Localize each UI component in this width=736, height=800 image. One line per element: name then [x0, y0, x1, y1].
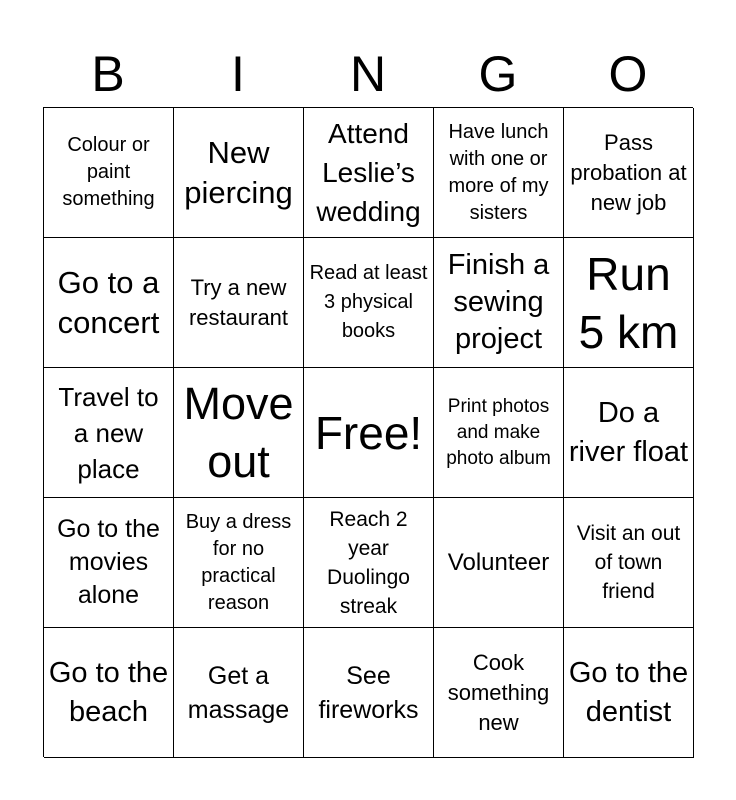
header-letter-g: G: [478, 46, 518, 102]
cell-label: Go to a concert: [57, 264, 160, 340]
bingo-cell[interactable]: [564, 108, 694, 238]
cell-label: Do a river float: [568, 396, 689, 468]
bingo-cell[interactable]: [304, 238, 434, 368]
cell-label: Pass probation at new job: [570, 129, 687, 215]
bingo-cell[interactable]: [434, 108, 564, 238]
bingo-cell[interactable]: [44, 108, 174, 238]
bingo-cell[interactable]: [564, 498, 694, 628]
bingo-board: [43, 107, 693, 757]
cell-label: Attend Leslie’s wedding: [316, 118, 421, 227]
header-letter-n: N: [349, 46, 387, 102]
cell-label: Travel to a new place: [58, 381, 159, 484]
cell-label: Reach 2 year Duolingo streak: [327, 507, 410, 618]
bingo-cell[interactable]: [434, 238, 564, 368]
cell-label: Print photos and make photo album: [446, 395, 551, 469]
bingo-cell[interactable]: [304, 108, 434, 238]
cell-label: Get a massage: [187, 661, 290, 724]
bingo-cell[interactable]: [174, 628, 304, 758]
bingo-cell[interactable]: [304, 368, 434, 498]
bingo-cell[interactable]: [564, 238, 694, 368]
bingo-header: [43, 40, 693, 108]
cell-label: Go to the movies alone: [57, 515, 160, 609]
bingo-cell[interactable]: [434, 498, 564, 628]
cell-label: Run 5 km: [578, 247, 679, 358]
bingo-cell[interactable]: [434, 368, 564, 498]
bingo-cell[interactable]: [174, 238, 304, 368]
bingo-cell[interactable]: [174, 108, 304, 238]
cell-label: Cook something new: [447, 649, 550, 735]
cell-label: Colour or paint something: [62, 134, 155, 210]
bingo-cell[interactable]: [44, 238, 174, 368]
bingo-cell[interactable]: [44, 628, 174, 758]
cell-label: Finish a sewing project: [447, 249, 550, 355]
header-letter-o: O: [608, 46, 648, 102]
bingo-cell[interactable]: [304, 498, 434, 628]
cell-label: Free!: [314, 406, 423, 459]
bingo-cell[interactable]: [564, 368, 694, 498]
bingo-cell[interactable]: [174, 498, 304, 628]
bingo-cell[interactable]: [564, 628, 694, 758]
header-letter-b: B: [91, 46, 125, 102]
cell-label: Go to the dentist: [568, 656, 689, 728]
bingo-cell[interactable]: [44, 498, 174, 628]
cell-label: See fireworks: [318, 661, 419, 724]
bingo-cell[interactable]: [434, 628, 564, 758]
cell-label: Buy a dress for no practical reason: [185, 510, 292, 614]
header-letter-i: I: [231, 46, 245, 102]
bingo-cell[interactable]: [44, 368, 174, 498]
cell-label: New piercing: [184, 134, 293, 210]
cell-label: Try a new restaurant: [188, 274, 289, 330]
cell-label: Have lunch with one or more of my sisters: [448, 120, 549, 224]
bingo-cell[interactable]: [174, 368, 304, 498]
cell-label: Move out: [183, 377, 294, 487]
cell-label: Go to the beach: [48, 656, 169, 728]
cell-label: Visit an out of town friend: [576, 522, 681, 603]
bingo-cell[interactable]: [304, 628, 434, 758]
cell-label: Read at least 3 physical books: [309, 262, 428, 342]
cell-label: Volunteer: [447, 548, 550, 576]
